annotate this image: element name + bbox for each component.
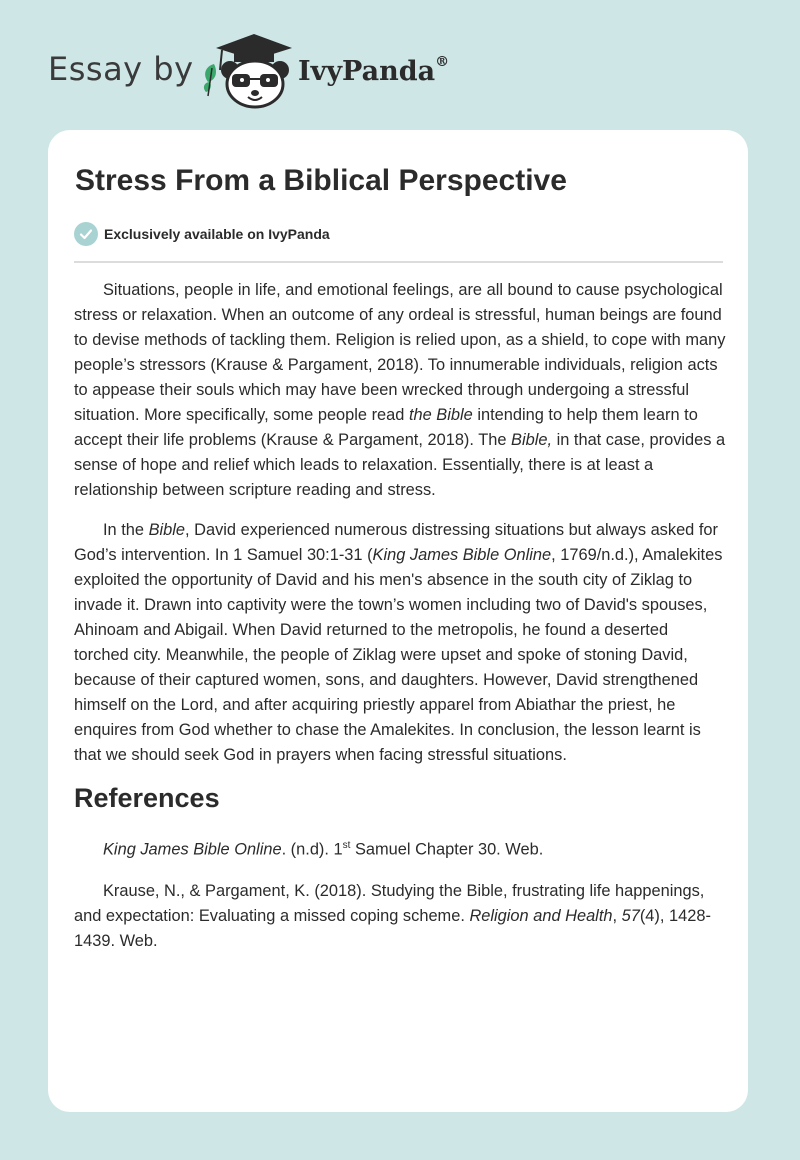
- ref1-text-a: . (n.d). 1: [281, 840, 343, 859]
- reference-2: [74, 879, 726, 954]
- p1-italic-1: the Bible: [408, 406, 473, 424]
- p1-italic-2: Bible,: [511, 431, 553, 449]
- paragraph-2: [74, 518, 726, 768]
- ref1-italic: King James Bible Online: [103, 840, 282, 859]
- paragraph-1: [74, 278, 726, 503]
- p2-text-b: , David experienced numerous distressing situations but always asked for God’s intervention. In 1 Samuel 30:1-31 (: [74, 521, 718, 564]
- p2-italic-2: King James Bible Online: [372, 546, 552, 564]
- ref1-sup: st: [342, 840, 351, 851]
- registered-mark: ®: [435, 54, 450, 70]
- essay-by-label: Essay by: [48, 50, 194, 88]
- brand-text: IvyPanda: [298, 56, 436, 87]
- essay-card: [48, 130, 748, 1112]
- panda-graduate-icon[interactable]: [200, 30, 300, 110]
- references-heading: References: [74, 783, 220, 813]
- p2-text-a: In the: [103, 521, 149, 539]
- p1-text-c: in that case, provides a sense of hope and relief which leads to relaxation. Essentially, there is at least a relationship between scripture reading and stress.: [74, 431, 726, 499]
- ref2-text-b: ,: [612, 907, 622, 926]
- p2-italic-1: Bible: [148, 521, 186, 539]
- references-list: [74, 833, 726, 954]
- ref2-text-a: Krause, N., & Pargament, K. (2018). Studying the Bible, frustrating life happenings, and expectation: Evaluating a missed coping scheme.: [74, 882, 705, 926]
- ref2-text-c: (4), 1428-1439. Web.: [74, 907, 711, 951]
- page-title: Stress From a Biblical Perspective: [75, 164, 567, 197]
- ref2-italic-2: 57: [621, 907, 640, 926]
- p1-text-b: intending to help them learn to accept their life problems (Krause & Pargament, 2018). The: [74, 406, 698, 449]
- ref1-text-b: Samuel Chapter 30. Web.: [350, 840, 544, 859]
- brand-name[interactable]: [298, 56, 449, 87]
- check-icon: [74, 222, 98, 246]
- exclusive-badge: [74, 222, 330, 246]
- reference-1: [74, 833, 726, 862]
- p1-text-a: Situations, people in life, and emotional feelings, are all bound to cause psychological stress or relaxation. When an outcome of any ordeal is stressful, human beings are found to devise methods of tackling them. Religion is relied upon, as a shield, to cope with many people’s stressors (Krause & Pargament, 2018). To innumerable individuals, religion acts to appease their souls which may have been wrecked through undergoing a stressful situation. More specifically, some people read: [74, 281, 726, 424]
- ref2-italic-1: Religion and Health: [469, 907, 613, 926]
- site-header: [0, 0, 800, 130]
- exclusive-label: Exclusively available on IvyPanda: [104, 226, 330, 242]
- divider: [74, 261, 723, 263]
- p2-text-c: , 1769/n.d.), Amalekites exploited the opportunity of David and his men's absence in the south city of Ziklag to invade it. Drawn into captivity were the town’s women including two of David's spouses, Ahinoam and Abigail. When David returned to the metropolis, he found a deserted torched city. Meanwhile, the people of Ziklag were upset and spoke of stoning David, because of their captured women, sons, and daughters. However, David strengthened himself on the Lord, and after acquiring priestly apparel from Abiathar the priest, he enquires from God whether to chase the Amalekites. In conclusion, the lesson learnt is that we should seek God in prayers when facing stressful situations.: [74, 546, 723, 764]
- essay-body: [74, 278, 726, 971]
